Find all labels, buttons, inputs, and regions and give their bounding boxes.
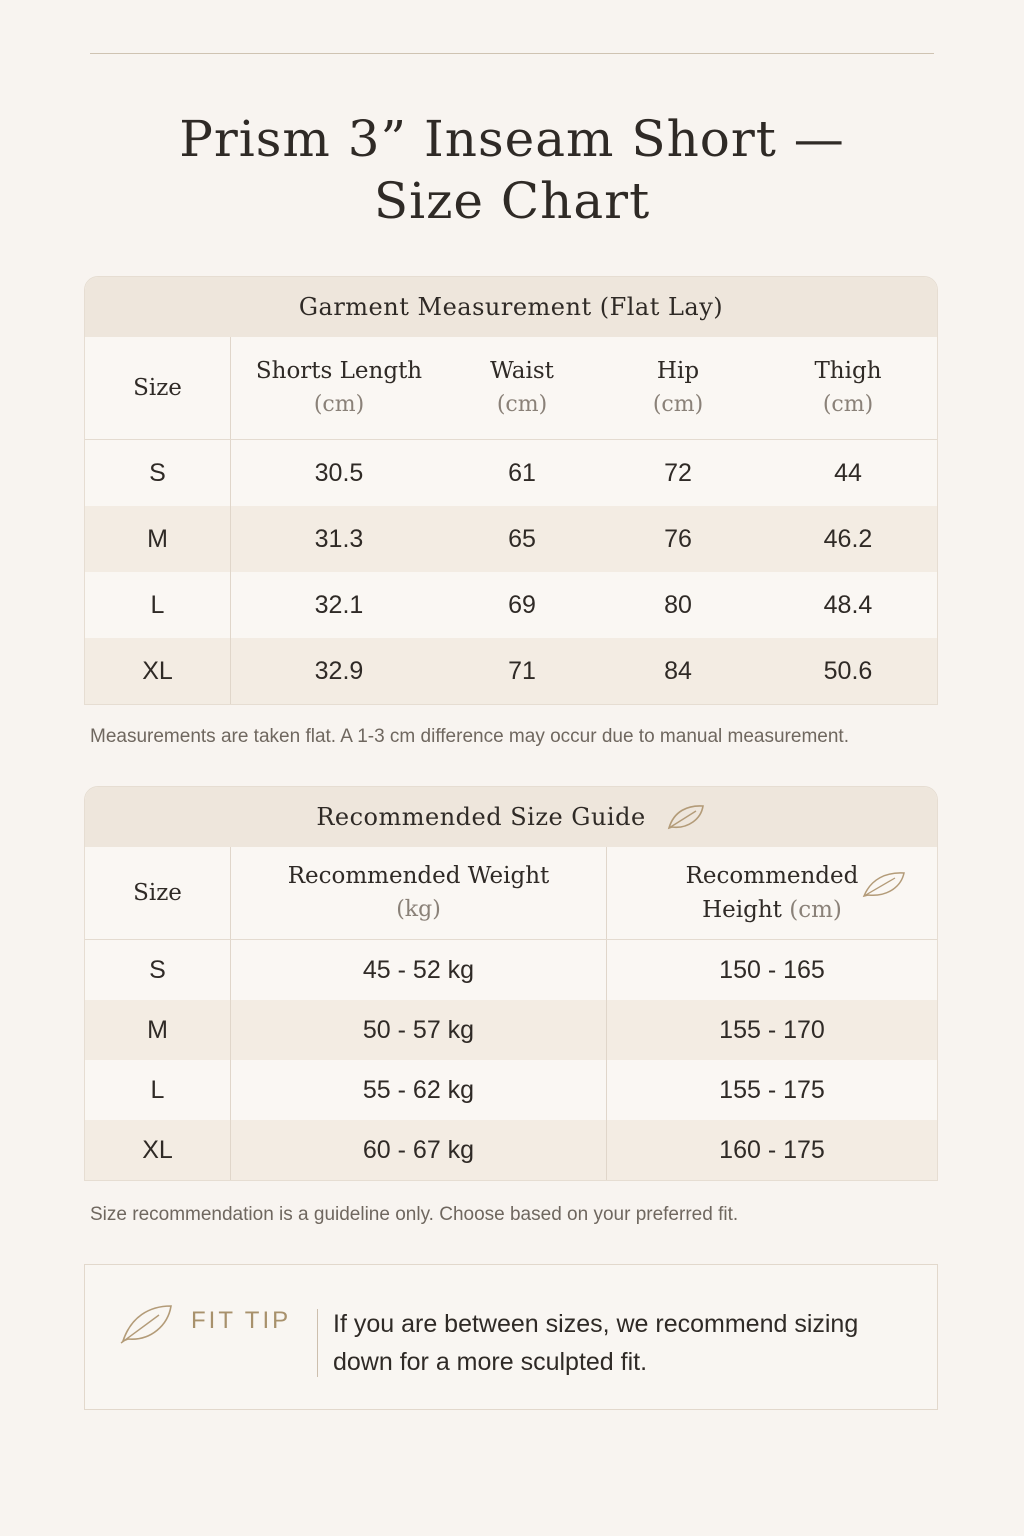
cell-hip: 80 bbox=[664, 590, 692, 619]
cell-hip: 84 bbox=[597, 638, 759, 704]
fit-tip-box bbox=[84, 1264, 938, 1410]
table-row bbox=[85, 440, 937, 507]
column-label: Shorts Length bbox=[255, 358, 423, 384]
column-unit: (cm) bbox=[496, 392, 548, 417]
cell-hip: 72 bbox=[664, 458, 692, 487]
column-label: Size bbox=[133, 880, 182, 906]
table-row bbox=[85, 638, 937, 704]
measurement-note: Measurements are taken flat. A 1-3 cm difference may occur due to manual measurement. bbox=[90, 726, 849, 747]
cell-height: 155 - 170 bbox=[607, 1000, 938, 1060]
leaf-icon bbox=[119, 1301, 175, 1345]
size-guide-title: Recommended Size Guide bbox=[316, 803, 646, 831]
column-header-recommended-height bbox=[607, 847, 938, 940]
column-unit: (kg) bbox=[396, 897, 441, 922]
garment-measurement-card bbox=[84, 276, 938, 705]
column-header-hip bbox=[597, 337, 759, 440]
column-header-size bbox=[85, 847, 231, 940]
table-header-row bbox=[85, 337, 937, 440]
cell-height: 160 - 175 bbox=[607, 1120, 938, 1180]
table-row bbox=[85, 1000, 937, 1060]
column-header-shorts-length bbox=[231, 337, 448, 440]
cell-weight: 45 - 52 kg bbox=[231, 940, 607, 1001]
table-row bbox=[85, 1060, 937, 1120]
page-title bbox=[0, 108, 1024, 232]
cell-height: 150 - 165 bbox=[719, 955, 825, 984]
cell-shorts-length: 32.1 bbox=[314, 590, 364, 619]
fit-tip-text: If you are between sizes, we recommend sizing down for a more sculpted fit. bbox=[333, 1310, 859, 1376]
cell-waist: 69 bbox=[508, 590, 536, 619]
cell-size: XL bbox=[85, 638, 231, 704]
cell-weight: 60 - 67 kg bbox=[231, 1120, 607, 1180]
column-unit: (cm) bbox=[789, 897, 842, 923]
cell-thigh: 44 bbox=[834, 458, 862, 487]
page-title-line-2: Size Chart bbox=[373, 172, 651, 230]
cell-shorts-length: 31.3 bbox=[231, 506, 448, 572]
cell-size: M bbox=[85, 1000, 231, 1060]
garment-measurement-table bbox=[85, 337, 937, 704]
table-row bbox=[85, 572, 937, 638]
cell-height: 155 - 175 bbox=[719, 1075, 825, 1104]
column-header-recommended-weight bbox=[231, 847, 607, 940]
column-unit: (cm) bbox=[822, 392, 874, 417]
cell-size: S bbox=[85, 940, 231, 1001]
column-label: Hip bbox=[656, 358, 700, 384]
column-label: Thigh bbox=[814, 358, 882, 384]
cell-waist: 71 bbox=[447, 638, 597, 704]
table-row bbox=[85, 506, 937, 572]
table-header-row bbox=[85, 847, 937, 940]
table-row bbox=[85, 940, 937, 1001]
size-guide-note: Size recommendation is a guideline only. Choose based on your preferred fit. bbox=[90, 1204, 739, 1225]
top-divider bbox=[90, 53, 934, 54]
column-unit: (cm) bbox=[313, 392, 365, 417]
column-header-size bbox=[85, 337, 231, 440]
cell-shorts-length: 30.5 bbox=[314, 458, 364, 487]
cell-size: S bbox=[85, 440, 231, 507]
garment-measurement-header bbox=[85, 277, 937, 337]
column-header-waist bbox=[447, 337, 597, 440]
cell-waist: 65 bbox=[447, 506, 597, 572]
size-guide-table bbox=[85, 847, 937, 1180]
cell-thigh: 48.4 bbox=[823, 590, 873, 619]
cell-thigh: 50.6 bbox=[759, 638, 937, 704]
garment-measurement-title: Garment Measurement (Flat Lay) bbox=[298, 293, 724, 321]
leaf-icon bbox=[861, 869, 907, 899]
column-header-thigh bbox=[759, 337, 937, 440]
cell-weight: 50 - 57 kg bbox=[231, 1000, 607, 1060]
page-title-line-1: Prism 3” Inseam Short — bbox=[179, 110, 845, 168]
size-guide-card bbox=[84, 786, 938, 1181]
column-label: Recommended Weight bbox=[287, 863, 550, 889]
cell-hip: 76 bbox=[597, 506, 759, 572]
cell-size: XL bbox=[85, 1120, 231, 1180]
column-label: Size bbox=[133, 375, 182, 401]
cell-size: M bbox=[85, 506, 231, 572]
column-label: Recommended bbox=[685, 863, 859, 889]
cell-weight: 55 - 62 kg bbox=[231, 1060, 607, 1120]
cell-shorts-length: 32.9 bbox=[231, 638, 448, 704]
column-label-height: Height bbox=[702, 897, 782, 923]
size-guide-header bbox=[85, 787, 937, 847]
cell-waist: 61 bbox=[508, 458, 536, 487]
fit-tip-label: FIT TIP bbox=[191, 1307, 292, 1334]
fit-tip-divider bbox=[317, 1309, 318, 1377]
table-row bbox=[85, 1120, 937, 1180]
cell-size: L bbox=[85, 1060, 231, 1120]
cell-thigh: 46.2 bbox=[759, 506, 937, 572]
cell-size: L bbox=[85, 572, 231, 638]
leaf-icon bbox=[666, 803, 706, 831]
column-label: Waist bbox=[490, 358, 554, 384]
column-unit: (cm) bbox=[652, 392, 704, 417]
